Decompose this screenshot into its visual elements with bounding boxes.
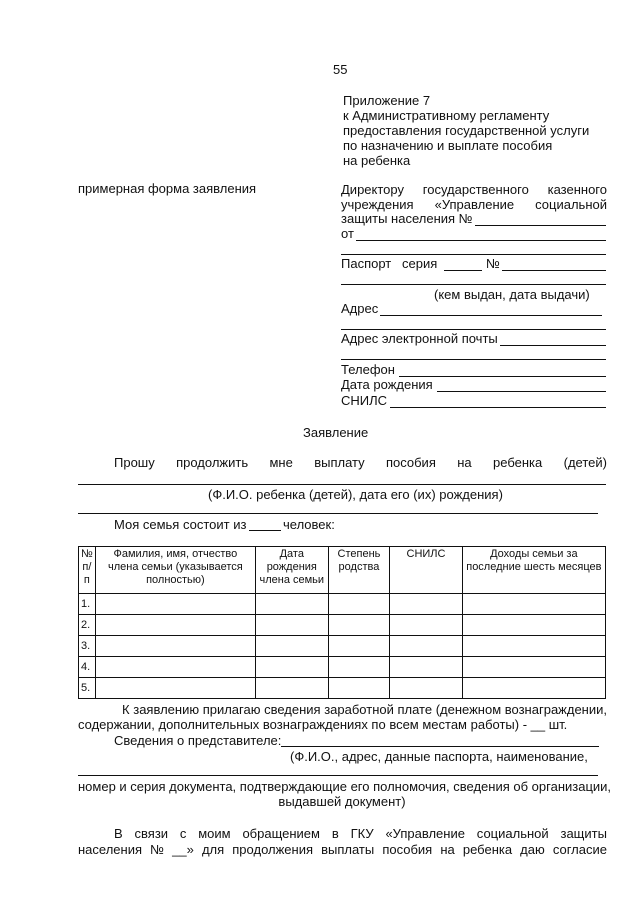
consent-word: связи [134,826,169,841]
document-title: Заявление [303,425,369,440]
consent-word: населения [78,842,143,857]
child-name-field[interactable] [78,484,606,485]
representative-label: Сведения о представителе: [114,733,282,748]
column-header: Доходы семьи за последние шесть месяцев [462,547,605,594]
request-word: продолжить [176,455,249,470]
series-label: серия [402,256,438,271]
table-cell[interactable] [328,657,390,678]
consent-word: В [114,826,123,841]
column-header: Дата рождения члена семьи [255,547,328,594]
table-cell[interactable] [462,615,605,636]
office-number-field[interactable] [475,225,606,226]
consent-word: ГКУ [350,826,374,841]
table-cell[interactable] [328,678,390,699]
snils-field[interactable] [390,407,606,408]
table-cell[interactable] [255,594,328,615]
consent-word: моим [198,826,231,841]
request-word: мне [269,455,293,470]
appendix-line: предоставления государственной услуги [343,123,590,138]
request-line [114,455,607,470]
email-field-2[interactable] [341,359,606,360]
consent-word: пособия [382,842,433,857]
consent-word: для [201,842,225,857]
from-label: от [341,226,354,241]
request-word: Прошу [114,455,155,470]
consent-word: даю [520,842,545,857]
email-label: Адрес электронной почты [341,331,498,346]
family-table [78,546,606,699]
row-number: 2. [79,615,96,636]
birth-date-field[interactable] [437,391,606,392]
table-cell[interactable] [462,657,605,678]
table-cell[interactable] [462,594,605,615]
representative-line-2: номер и серия документа, подтверждающие его полномочия, сведения об организации, [78,779,612,794]
child-caption: (Ф.И.О. ребенка (детей), дата его (их) рождения) [208,487,503,502]
representative-field[interactable] [281,746,599,747]
column-header: Фамилия, имя, отчество члена семьи (указывается полностью) [95,547,255,594]
table-cell[interactable] [328,594,390,615]
birth-date-label: Дата рождения [341,377,433,392]
table-cell[interactable] [255,657,328,678]
table-cell[interactable] [390,678,462,699]
address-label: Адрес [341,301,379,316]
appendix-line: Приложение 7 [343,93,431,108]
number-label: № [486,256,500,271]
table-cell[interactable] [95,615,255,636]
request-word: выплату [314,455,365,470]
passport-label: Паспорт [341,256,392,271]
consent-word: согласие [552,842,607,857]
family-prefix: Моя семья состоит из [114,517,247,532]
table-cell[interactable] [328,615,390,636]
row-number: 5. [79,678,96,699]
phone-label: Телефон [341,362,395,377]
passport-issuer-field[interactable] [341,284,606,285]
request-word: ребенка [493,455,543,470]
form-label: примерная форма заявления [78,181,257,196]
request-word: на [457,455,472,470]
appendix-line: к Административному регламенту [343,108,550,123]
column-header: Степень родства [328,547,390,594]
table-cell[interactable] [390,594,462,615]
consent-word: __» [172,842,194,857]
table-cell[interactable] [95,657,255,678]
consent-word: продолжения [232,842,314,857]
table-row [79,657,606,678]
page-number: 55 [333,62,348,77]
request-word: (детей) [563,455,607,470]
representative-field-2[interactable] [78,775,598,776]
appendix-line: по назначению и выплате пособия [343,138,553,153]
child-name-field-2[interactable] [78,513,598,514]
table-cell[interactable] [328,636,390,657]
consent-word: с [179,826,187,841]
addressee-text: учреждения «Управление социальной [341,197,607,212]
table-cell[interactable] [255,678,328,699]
appendix-line: на ребенка [343,153,411,168]
snils-label: СНИЛС [341,393,388,408]
representative-line-3: выдавшей документ) [278,794,406,809]
table-cell[interactable] [95,678,255,699]
table-row [79,615,606,636]
column-header: № п/п [79,547,96,594]
addressee-text: Директору государственного казенного [341,182,607,197]
table-cell[interactable] [390,636,462,657]
family-suffix: человек: [283,517,335,532]
table-cell[interactable] [462,636,605,657]
table-cell[interactable] [255,636,328,657]
addressee-line-1 [341,182,607,197]
issued-by-caption: (кем выдан, дата выдачи) [434,287,590,302]
table-row [79,636,606,657]
address-field-2[interactable] [341,329,606,330]
table-cell[interactable] [95,636,255,657]
family-count-field[interactable] [249,530,281,531]
attachments-line-2: содержании, дополнительных вознаграждениях по всем местам работы) - __ шт. [78,717,568,732]
consent-line-2 [78,842,607,857]
addressee-line-2 [341,197,607,212]
consent-line-1 [114,826,607,841]
representative-caption: (Ф.И.О., адрес, данные паспорта, наименование, [290,749,588,764]
consent-word: на [440,842,455,857]
row-number: 4. [79,657,96,678]
table-header-row [79,547,606,594]
consent-word: выплаты [321,842,375,857]
table-cell[interactable] [390,615,462,636]
request-word: пособия [385,455,436,470]
applicant-name-field[interactable] [356,240,606,241]
consent-word: № [150,842,165,857]
consent-word: «Управление [385,826,465,841]
passport-series-field[interactable] [444,270,482,271]
applicant-name-field-2[interactable] [341,254,606,255]
table-cell[interactable] [255,615,328,636]
email-field[interactable] [500,345,606,346]
consent-word: социальной [476,826,549,841]
row-number: 3. [79,636,96,657]
table-row [79,678,606,699]
row-number: 1. [79,594,96,615]
table-cell[interactable] [462,678,605,699]
attachments-line-1: К заявлению прилагаю сведения заработной плате (денежном вознаграждении, [122,702,607,717]
table-cell[interactable] [95,594,255,615]
column-header: СНИЛС [390,547,462,594]
addressee-line-3: защиты населения № [341,211,473,226]
consent-word: обращением [242,826,320,841]
address-field[interactable] [380,315,602,316]
table-cell[interactable] [390,657,462,678]
consent-word: защиты [560,826,607,841]
table-row [79,594,606,615]
passport-number-field[interactable] [502,270,606,271]
consent-word: ребенка [462,842,513,857]
consent-word: в [331,826,339,841]
